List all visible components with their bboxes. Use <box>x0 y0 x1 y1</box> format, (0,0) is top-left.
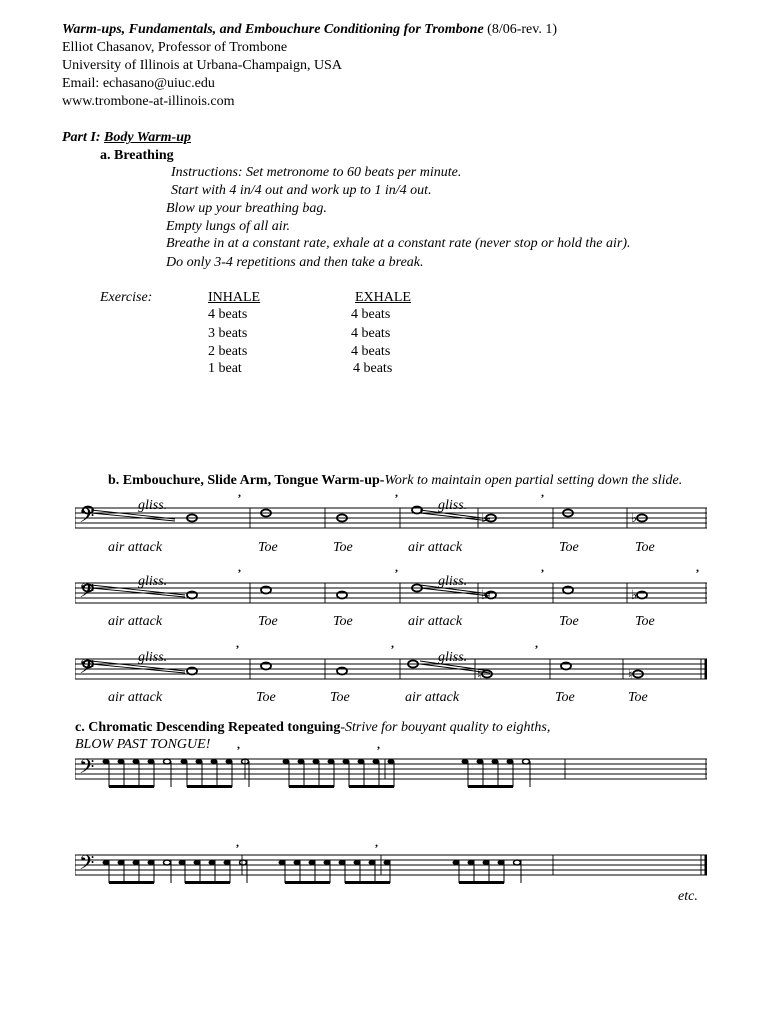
embouchure-heading <box>108 472 682 489</box>
table-cell: 3 beats <box>208 326 248 341</box>
instruction-line: Instructions: Set metronome to 60 beats per minute. <box>171 165 462 180</box>
svg-text:♭: ♭ <box>481 587 488 602</box>
instruction-line: Blow up your breathing bag. <box>166 201 327 216</box>
music-staff-embouchure-3 <box>75 643 707 695</box>
svg-text:♮: ♮ <box>477 667 482 682</box>
articulation-label: air attack <box>108 540 163 555</box>
chromatic-note-2: BLOW PAST TONGUE! <box>75 737 211 752</box>
instruction-line: Do only 3-4 repetitions and then take a break. <box>166 255 424 270</box>
svg-text:𝄢: 𝄢 <box>79 851 95 879</box>
table-cell: 4 beats <box>353 361 393 376</box>
institution-line: University of Illinois at Urbana-Champaign, USA <box>62 58 342 73</box>
table-cell: 4 beats <box>351 344 391 359</box>
part-heading <box>62 129 191 146</box>
music-staff-chromatic-2 <box>75 838 707 894</box>
svg-text:,: , <box>238 492 241 499</box>
gliss-label: gliss. <box>438 650 468 665</box>
articulation-label: air attack <box>108 614 163 629</box>
articulation-label: air attack <box>108 690 163 705</box>
email-line: Email: echasano@uiuc.edu <box>62 76 215 91</box>
svg-text:♭: ♭ <box>481 510 488 525</box>
svg-text:♮: ♮ <box>628 667 633 682</box>
table-cell: 2 beats <box>208 344 248 359</box>
articulation-label: Toe <box>635 614 655 629</box>
music-staff-chromatic-1 <box>75 742 707 798</box>
chromatic-heading <box>75 719 550 736</box>
exercise-label: Exercise: <box>100 290 153 305</box>
etc-label: etc. <box>678 889 698 904</box>
articulation-label: Toe <box>559 614 579 629</box>
svg-text:,: , <box>237 742 240 751</box>
music-staff-embouchure-2 <box>75 567 707 619</box>
svg-text:,: , <box>375 838 378 849</box>
title-text: Warm-ups, Fundamentals, and Embouchure Conditioning for Trombone <box>62 22 484 37</box>
articulation-label: Toe <box>555 690 575 705</box>
svg-text:,: , <box>696 567 699 574</box>
articulation-label: Toe <box>628 690 648 705</box>
svg-text:𝄢: 𝄢 <box>79 504 95 532</box>
table-cell: 4 beats <box>351 307 391 322</box>
svg-text:,: , <box>395 492 398 499</box>
instruction-line: Empty lungs of all air. <box>166 219 291 234</box>
embouchure-heading-text: b. Embouchure, Slide Arm, Tongue Warm-up- <box>108 473 385 488</box>
articulation-label: Toe <box>635 540 655 555</box>
svg-text:,: , <box>541 567 544 574</box>
svg-text:♭: ♭ <box>631 510 638 525</box>
table-cell: 4 beats <box>351 326 391 341</box>
part-title: Body Warm-up <box>104 130 191 145</box>
articulation-label: air attack <box>408 614 463 629</box>
svg-text:♭: ♭ <box>631 587 638 602</box>
table-header-inhale: INHALE <box>208 290 261 305</box>
music-staff-embouchure-1 <box>75 492 707 544</box>
chromatic-note: -Strive for bouyant quality to eighths, <box>340 720 551 735</box>
author-line: Elliot Chasanov, Professor of Trombone <box>62 40 288 55</box>
gliss-label: gliss. <box>438 574 468 589</box>
svg-text:,: , <box>236 838 239 849</box>
breathing-heading: a. Breathing <box>100 148 174 163</box>
svg-text:,: , <box>395 567 398 574</box>
gliss-label: gliss. <box>138 498 168 513</box>
articulation-label: Toe <box>333 540 353 555</box>
svg-text:𝄢: 𝄢 <box>79 655 95 683</box>
articulation-label: Toe <box>256 690 276 705</box>
gliss-label: gliss. <box>138 650 168 665</box>
articulation-label: Toe <box>330 690 350 705</box>
instruction-line: Breathe in at a constant rate, exhale at a constant rate (never stop or hold the air). <box>166 236 631 251</box>
svg-text:𝄢: 𝄢 <box>79 579 95 607</box>
revision-text: (8/06-rev. 1) <box>487 22 557 37</box>
articulation-label: air attack <box>408 540 463 555</box>
svg-text:,: , <box>391 643 394 650</box>
svg-text:,: , <box>377 742 380 751</box>
svg-text:,: , <box>541 492 544 499</box>
svg-text:,: , <box>238 567 241 574</box>
svg-text:,: , <box>236 643 239 650</box>
svg-text:,: , <box>535 643 538 650</box>
gliss-label: gliss. <box>138 574 168 589</box>
articulation-label: Toe <box>258 540 278 555</box>
articulation-label: air attack <box>405 690 460 705</box>
embouchure-note: Work to maintain open partial setting down the slide. <box>384 473 683 488</box>
part-label: Part I: <box>62 130 101 145</box>
articulation-label: Toe <box>559 540 579 555</box>
articulation-label: Toe <box>333 614 353 629</box>
table-cell: 4 beats <box>208 307 248 322</box>
document-title <box>62 21 557 38</box>
table-cell: 1 beat <box>208 361 242 376</box>
table-header-exhale: EXHALE <box>355 290 411 305</box>
gliss-label: gliss. <box>438 498 468 513</box>
svg-text:𝄢: 𝄢 <box>79 755 95 783</box>
articulation-label: Toe <box>258 614 278 629</box>
chromatic-heading-text: c. Chromatic Descending Repeated tonguing <box>75 720 341 735</box>
website-line: www.trombone-at-illinois.com <box>62 94 235 109</box>
instruction-line: Start with 4 in/4 out and work up to 1 in/4 out. <box>171 183 432 198</box>
